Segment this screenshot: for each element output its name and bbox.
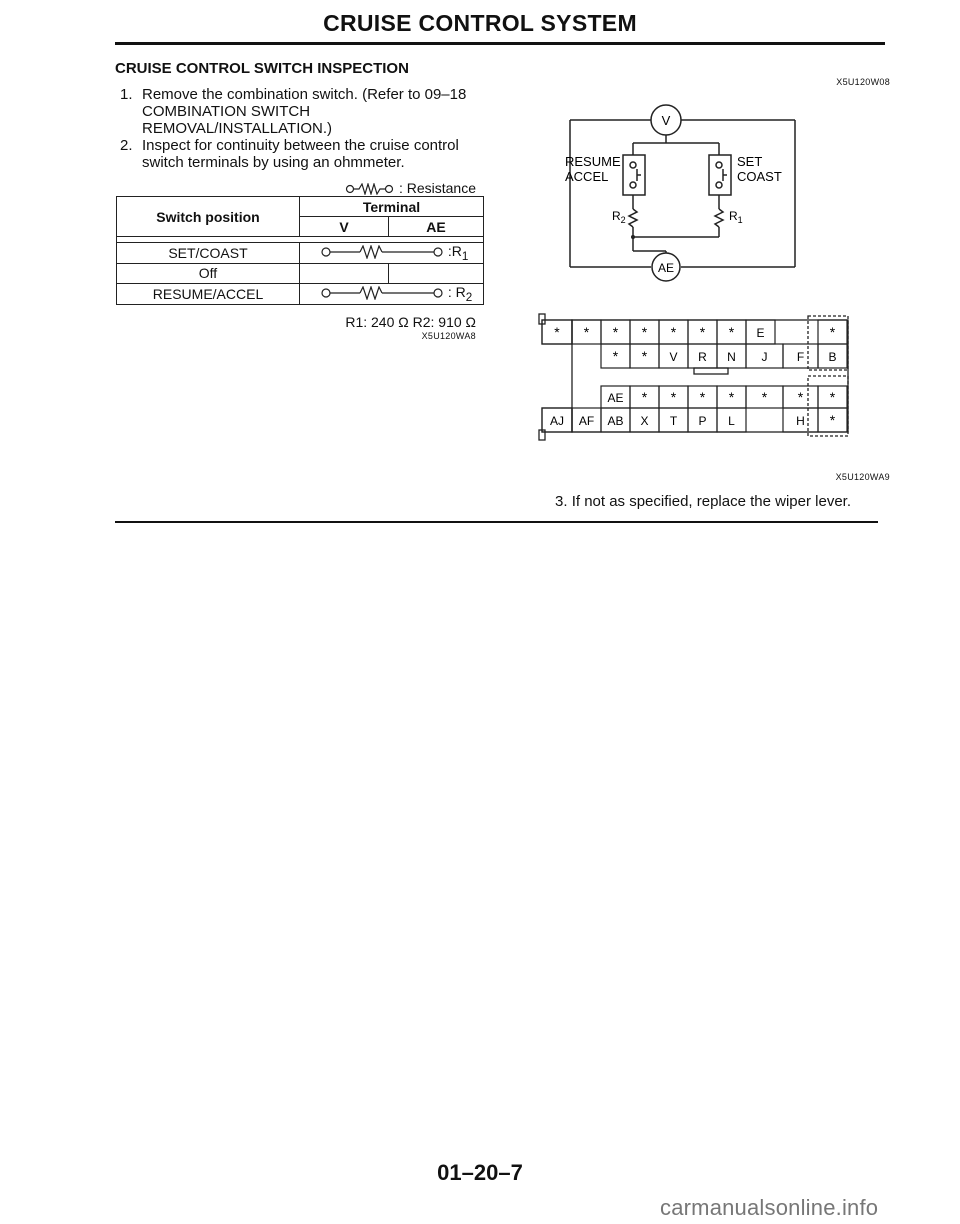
pin-label: * (829, 324, 836, 340)
table-row (117, 263, 484, 283)
table-row (117, 283, 484, 304)
pin-label: N (727, 350, 736, 364)
page-number: 01–20–7 (437, 1160, 523, 1185)
pin-label: * (670, 324, 677, 340)
page-title: CRUISE CONTROL SYSTEM (323, 10, 637, 36)
row-resistor-label: : R (447, 283, 466, 300)
figure-code-circuit: X5U120W08 (836, 77, 890, 87)
pin-label: * (699, 324, 706, 340)
switch-circuit-diagram (555, 95, 815, 290)
terminal-ae-label: AE (657, 261, 675, 275)
title-rule (115, 42, 885, 45)
pin-label: J (761, 350, 768, 364)
pin-label: V (669, 350, 678, 364)
header-terminal-v: V (300, 217, 389, 237)
row-cell-ae (389, 263, 484, 283)
continuity-table (116, 196, 484, 305)
row-resistor-sub: 2 (465, 290, 473, 304)
pin-label: F (796, 350, 805, 364)
row-resistor-sub: 1 (461, 249, 469, 263)
header-terminal: Terminal (300, 197, 484, 217)
connector-pins (542, 320, 847, 432)
bottom-rule (115, 521, 878, 523)
pin-label: * (829, 412, 836, 428)
terminal-v-label: V (661, 113, 671, 128)
junction-dot (631, 235, 635, 239)
step-3-number: 3. (555, 493, 568, 510)
pin-label: * (554, 324, 560, 340)
pin-label: AJ (549, 414, 565, 428)
figure-code-table: X5U120WA8 (421, 331, 476, 341)
watermark: carmanualsonline.info (660, 1195, 879, 1220)
set-label: SET (737, 154, 763, 169)
r2-label: $R_2$ (612, 209, 626, 225)
pin-label: AE (607, 391, 624, 405)
resistance-legend (290, 180, 476, 196)
resistor-symbol-icon (345, 183, 395, 195)
pin-label: AB (607, 414, 624, 428)
accel-label: ACCEL (565, 169, 609, 184)
pin-label: * (641, 389, 648, 405)
row-continuity (300, 283, 484, 304)
coast-label: COAST (737, 169, 782, 184)
pin-label: * (612, 324, 619, 340)
resistor-path-icon (320, 245, 444, 259)
pin-label: X (640, 414, 649, 428)
section-heading: CRUISE CONTROL SWITCH INSPECTION (115, 60, 409, 77)
row-position: SET/COAST (117, 243, 300, 264)
pin-label: T (669, 414, 678, 428)
header-terminal-ae: AE (389, 217, 484, 237)
legend-label: : Resistance (398, 180, 476, 196)
step-2-text: Inspect for continuity between the cruise control switch terminals by using an ohmmeter. (142, 137, 459, 171)
pin-label: AF (578, 414, 595, 428)
pin-label: B (828, 350, 837, 364)
connector-diagram (538, 310, 860, 460)
row-position: RESUME/ACCEL (117, 283, 300, 304)
resistance-values: R1: 240 Ω R2: 910 Ω (345, 314, 476, 330)
pin-label: * (612, 348, 619, 364)
row-cell-v (300, 263, 389, 283)
table-row (117, 243, 484, 264)
step-2 (120, 137, 500, 171)
step-1 (120, 86, 500, 137)
resume-label: RESUME (565, 154, 621, 169)
pin-label: * (829, 389, 836, 405)
header-switch-position: Switch position (117, 197, 300, 237)
row-resistor-label: :R (447, 243, 462, 259)
pin-label: L (728, 414, 735, 428)
pin-label: P (698, 414, 707, 428)
instruction-steps (120, 86, 500, 171)
step-1-number: 1. (120, 86, 133, 103)
pin-label: * (670, 389, 677, 405)
figure-code-connector: X5U120WA9 (835, 472, 890, 482)
step-2-number: 2. (120, 137, 133, 154)
pin-label: * (641, 348, 648, 364)
pin-label: R (698, 350, 707, 364)
resistor-path-icon (320, 286, 444, 300)
step-3 (555, 493, 851, 510)
pin-label: H (796, 414, 805, 428)
pin-label: * (583, 324, 590, 340)
step-1-text: Remove the combination switch. (Refer to 09–18 COMBINATION SWITCH REMOVAL/INSTALLATION.) (142, 86, 467, 137)
pin-label: * (641, 324, 648, 340)
pin-label: * (699, 389, 706, 405)
pin-label: * (797, 389, 804, 405)
pin-label: * (728, 389, 735, 405)
pin-label: E (756, 326, 765, 340)
row-position: Off (117, 263, 300, 283)
r1-label: $R_1$ (729, 209, 743, 225)
step-3-text: If not as specified, replace the wiper lever. (571, 493, 852, 510)
row-continuity (300, 243, 484, 264)
pin-label: * (761, 389, 768, 405)
pin-label: * (728, 324, 735, 340)
